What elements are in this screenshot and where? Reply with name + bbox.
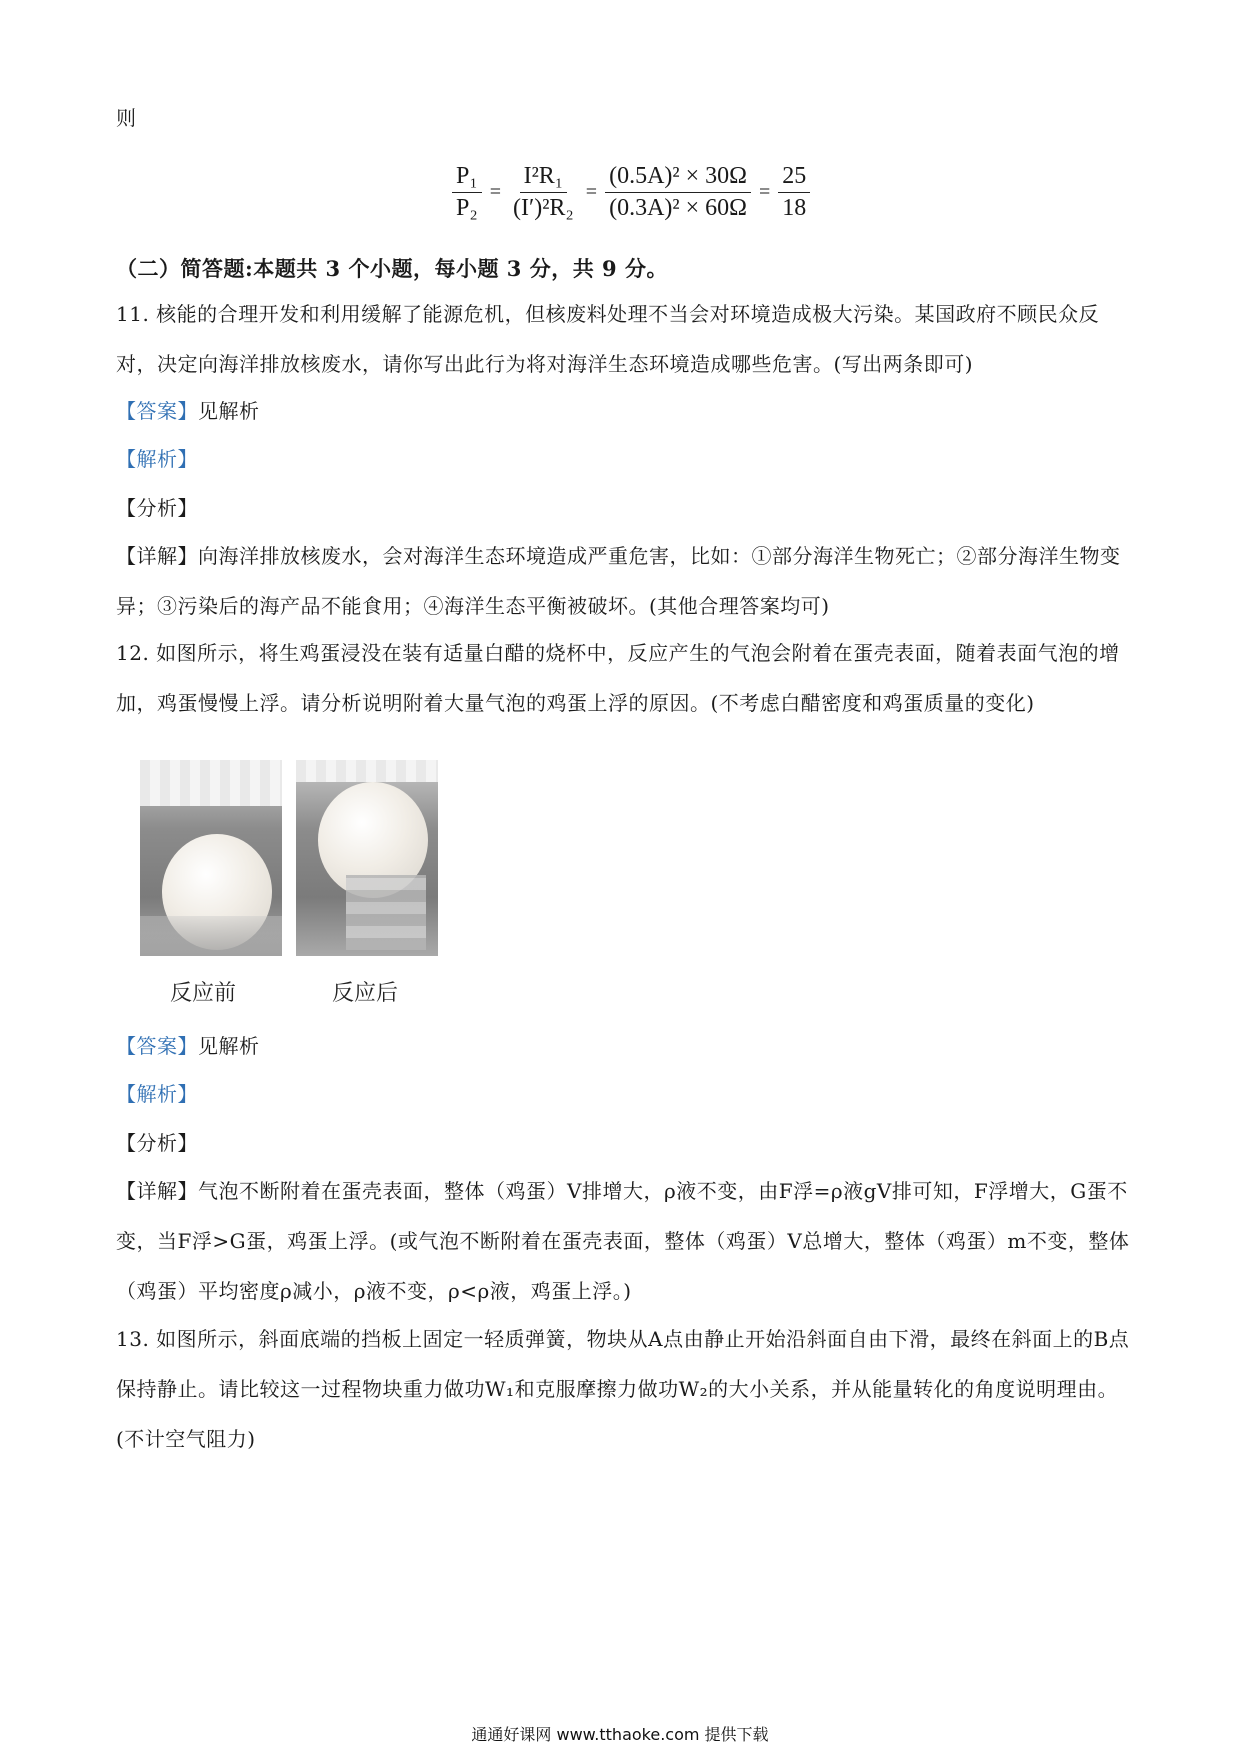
section-heading: （二）简答题:本题共 3 个小题，每小题 3 分，共 9 分。 (116, 256, 668, 281)
detail-text: 向海洋排放核废水，会对海洋生态环境造成严重危害，比如：①部分海洋生物死亡；②部分海洋生物变异；③污染后的海产品不能食用；④海洋生态平衡被破坏。(其他合理答案均可) (116, 544, 1121, 618)
answer-tag: 【答案】 (116, 399, 198, 423)
question-12-text: 12. 如图所示，将生鸡蛋浸没在装有适量白醋的烧杯中，反应产生的气泡会附着在蛋壳表面，随着表面气泡的增加，鸡蛋慢慢上浮。请分析说明附着大量气泡的鸡蛋上浮的原因。(不考虑白醋密度和鸡蛋质量的变化) (116, 641, 1120, 715)
q11-analysis-tag: 【解析】 (116, 447, 198, 471)
intro-text: 则 (116, 106, 137, 130)
photo-mosaic-band (140, 760, 282, 806)
q11-fenxi-tag: 【分析】 (116, 496, 198, 520)
q12-detail (116, 1166, 1130, 1316)
formula-result (778, 163, 810, 222)
q12-fenxi-tag: 【分析】 (116, 1131, 198, 1155)
vinegar-liquid (140, 916, 282, 956)
formula-values (605, 163, 751, 222)
photo-mosaic-block (346, 875, 426, 950)
detail-text: 气泡不断附着在蛋壳表面，整体（鸡蛋）V排增大，ρ液不变，由F浮=ρ液gV排可知，F浮增大，G蛋不变，当F浮>G蛋，鸡蛋上浮。(或气泡不断附着在蛋壳表面，整体（鸡蛋）V总增大，整体（鸡蛋）m不变，整体（鸡蛋）平均密度ρ减小，ρ液不变，ρ<ρ液，鸡蛋上浮。) (116, 1179, 1130, 1303)
photo-after-reaction (296, 760, 438, 956)
page-footer: 通通好课网 www.tthaoke.com 提供下载 (471, 1725, 769, 1744)
formula-mid-num: I²R₁ (520, 163, 568, 193)
answer-tag: 【答案】 (116, 1034, 198, 1058)
formula-lhs-den: P₂ (456, 194, 478, 221)
formula-res-den: 18 (782, 194, 807, 221)
question-13-text: 13. 如图所示，斜面底端的挡板上固定一轻质弹簧，物块从A点由静止开始沿斜面自由下滑，最终在斜面上的B点保持静止。请比较这一过程物块重力做功W₁和克服摩擦力做功W₂的大小关系，并从能量转化的角度说明理由。(不计空气阻力) (116, 1327, 1130, 1451)
formula-val-den: (0.3A)² × 60Ω (609, 194, 747, 221)
caption-before: 反应前 (170, 981, 237, 1006)
answer-text: 见解析 (198, 399, 260, 423)
formula-lhs-num: P₁ (452, 163, 482, 193)
detail-tag: 【详解】 (116, 1179, 198, 1203)
equals-sign: = (489, 180, 501, 203)
detail-tag: 【详解】 (116, 544, 198, 568)
formula-res-num: 25 (778, 163, 810, 193)
photo-before-reaction (140, 760, 282, 956)
formula-mid (509, 163, 578, 222)
formula-mid-den: (I′)²R₂ (513, 194, 574, 221)
q11-detail (116, 531, 1130, 631)
formula-val-num: (0.5A)² × 30Ω (605, 163, 751, 193)
formula-lhs (452, 163, 482, 222)
photo-mosaic-band (296, 760, 438, 782)
caption-after: 反应后 (332, 981, 399, 1006)
equals-sign: = (585, 180, 598, 203)
q12-answer-line (116, 1021, 1130, 1071)
q11-answer-line (116, 386, 1130, 436)
q12-analysis-tag: 【解析】 (116, 1082, 198, 1106)
power-ratio-formula (448, 150, 814, 234)
equals-sign: = (758, 180, 771, 203)
answer-text: 见解析 (198, 1034, 260, 1058)
question-11-text: 11. 核能的合理开发和利用缓解了能源危机，但核废料处理不当会对环境造成极大污染。某国政府不顾民众反对，决定向海洋排放核废水，请你写出此行为将对海洋生态环境造成哪些危害。(写出两条即可) (116, 302, 1100, 376)
